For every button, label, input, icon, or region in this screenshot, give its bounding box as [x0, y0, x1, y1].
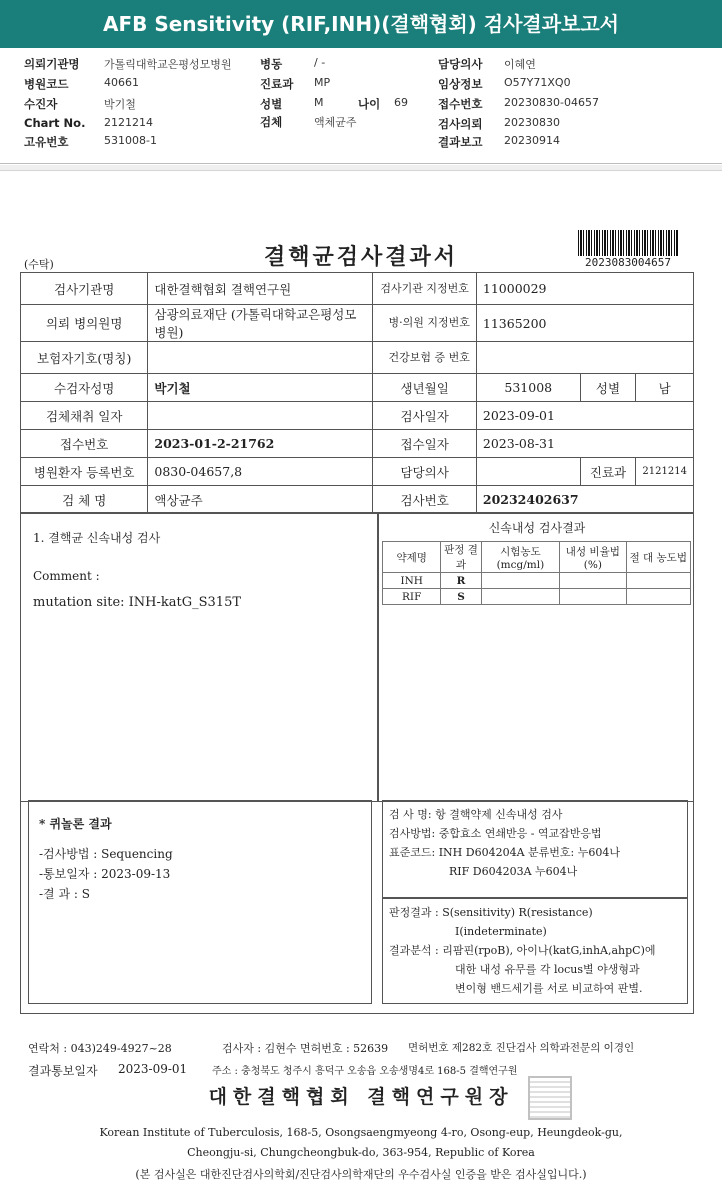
interp-line: I(indeterminate)	[455, 925, 547, 938]
document-title: 결핵균검사결과서	[263, 244, 459, 270]
rapid-test-box	[20, 512, 378, 802]
quinolone-method: -검사방법 : Sequencing	[39, 847, 173, 861]
sensitivity-table	[382, 541, 691, 605]
sens-row-inh	[383, 573, 691, 589]
patient-info-panel	[0, 50, 722, 164]
sens-drug: RIF	[383, 589, 441, 605]
specimen-value: 액체균주	[314, 116, 357, 129]
notice-date: 2023-09-01	[118, 1062, 188, 1076]
spec-label: 검 체 명	[21, 486, 148, 514]
doc-dept-label: 진료과	[580, 458, 636, 486]
lab-value: 대한결핵협회 결핵연구원	[148, 273, 373, 305]
sens-result: R	[441, 573, 481, 589]
dob-label: 생년월일	[373, 374, 477, 402]
sens-h-abs: 절 대 농도법	[626, 542, 690, 573]
req-hosp-label: 의뢰 병의원명	[21, 305, 148, 342]
quinolone-title: * 퀴놀론 결과	[39, 817, 112, 831]
collect-value	[148, 402, 373, 430]
name-label: 수검자성명	[21, 374, 148, 402]
req-date-value: 20230830	[504, 116, 560, 129]
sens-h-drug: 약제명	[383, 542, 441, 573]
interp-line: 결과분석 : 리팜핀(rpoB), 아이나(katG,inhA,ahpC)에	[389, 944, 656, 957]
section-divider	[0, 165, 722, 171]
contact: 연락처 : 043)249-4927~28	[28, 1042, 172, 1055]
hosp-id-label: 병·의원 지정번호	[373, 305, 477, 342]
result-header-table	[20, 272, 694, 514]
interp-line: 변이형 밴드세기를 서로 비교하여 판별.	[455, 982, 643, 995]
hosp-code-value: 40661	[104, 76, 139, 89]
test-no-value: 20232402637	[476, 486, 693, 514]
test-no-label: 검사번호	[373, 486, 477, 514]
report-label: 결과보고	[438, 135, 483, 149]
barcode-number: 2023083004657	[584, 256, 672, 269]
chart-label: Chart No.	[24, 116, 86, 130]
sex-value: M	[314, 96, 324, 109]
examiner: 검사자 : 김현수 면허번호 : 52639	[222, 1042, 389, 1055]
req-hosp-value: 삼광의료재단 (가톨릭대학교은평성모병원)	[148, 305, 373, 342]
interp-line: 대한 내성 유무를 각 locus별 야생형과	[455, 963, 640, 976]
recv-no-label: 접수번호	[438, 97, 483, 111]
english-address-2: Cheongju-si, Chungcheongbuk-do, 363-954, Republic of Korea	[187, 1146, 535, 1159]
ward-value: / -	[314, 56, 326, 69]
doc-dept-value: 2121214	[636, 458, 694, 486]
clinical-label: 임상정보	[438, 77, 483, 91]
clinical-value: O57Y71XQ0	[504, 76, 571, 89]
sens-row-rif	[383, 589, 691, 605]
sens-h-result: 판정 결과	[441, 542, 481, 573]
rapid-test-heading: 1. 결핵균 신속내성 검사	[33, 531, 161, 545]
collect-label: 검체채취 일자	[21, 402, 148, 430]
sens-h-conc: 시험농도 (mcg/ml)	[481, 542, 560, 573]
doctor-label: 담당의사	[438, 57, 483, 71]
age-label: 나이	[358, 97, 381, 111]
chart-value: 2121214	[104, 116, 153, 129]
hosp-code-label: 병원코드	[24, 77, 69, 91]
report-value: 20230914	[504, 134, 560, 147]
dept-value: MP	[314, 76, 331, 89]
ins-card-value	[476, 342, 693, 374]
req-inst-label: 의뢰기관명	[24, 57, 80, 71]
hosp-id-value: 11365200	[476, 305, 693, 342]
test-date-label: 검사일자	[373, 402, 477, 430]
age-value: 69	[394, 96, 408, 109]
ward-label: 병동	[260, 57, 283, 71]
patient-value: 박기철	[104, 98, 136, 111]
test-date-value: 2023-09-01	[476, 402, 693, 430]
sens-title: 신속내성 검사결과	[488, 521, 586, 535]
official-seal	[528, 1076, 572, 1120]
quinolone-date: -통보일자 : 2023-09-13	[39, 867, 171, 881]
unique-label: 고유번호	[24, 135, 69, 149]
unique-value: 531008-1	[104, 134, 157, 147]
comment-label: Comment :	[33, 569, 100, 583]
recv-label: 접수번호	[21, 430, 148, 458]
english-address-1: Korean Institute of Tuberculosis, 168-5, Osongsaengmyeong 4-ro, Osong-eup, Heungdeok-gu,	[99, 1126, 623, 1139]
req-inst-value: 가톨릭대학교은평성모병원	[104, 58, 232, 71]
recv-date-label: 접수일자	[373, 430, 477, 458]
sens-drug: INH	[383, 573, 441, 589]
license: 면허번호 제282호 진단검사 의학과전문의 이경인	[408, 1042, 635, 1054]
method-box	[382, 800, 688, 898]
attend-value	[476, 458, 580, 486]
method-line: 검사방법: 중합효소 연쇄반응 - 역교잡반응법	[389, 827, 602, 840]
dob-value: 531008	[476, 374, 580, 402]
doctor-value: 이혜연	[504, 58, 536, 71]
sens-result: S	[441, 589, 481, 605]
lab-id-label: 검사기관 지정번호	[373, 273, 477, 305]
interpretation-box	[382, 898, 688, 1004]
report-title: AFB Sensitivity (RIF,INH)(결핵협회) 검사결과보고서	[0, 0, 722, 48]
attend-label: 담당의사	[373, 458, 477, 486]
method-line: RIF D604203A 누604나	[449, 865, 578, 878]
insured-value	[148, 342, 373, 374]
doc-sex-value: 남	[636, 374, 694, 402]
recv-date-value: 2023-08-31	[476, 430, 693, 458]
ins-card-label: 건강보험 증 번호	[373, 342, 477, 374]
dept-label: 진료과	[260, 77, 294, 91]
reg-label: 병원환자 등록번호	[21, 458, 148, 486]
notice-label: 결과통보일자	[28, 1064, 98, 1078]
spec-value: 액상균주	[148, 486, 373, 514]
barcode	[578, 230, 678, 256]
reg-value: 0830-04657,8	[148, 458, 373, 486]
mutation-site: mutation site: INH-katG_S315T	[33, 595, 242, 610]
lab-label: 검사기관명	[21, 273, 148, 305]
quinolone-result: -결 과 : S	[39, 887, 90, 901]
scanned-result-document	[0, 172, 722, 1198]
certification: (본 검사실은 대한진단검사의학회/진단검사의학재단의 우수검사실 인증을 받은 검사실입니다.)	[135, 1168, 587, 1181]
quinolone-box	[28, 800, 372, 1004]
insured-label: 보험자기호(명칭)	[21, 342, 148, 374]
lab-id-value: 11000029	[476, 273, 693, 305]
consign-mark: (수탁)	[24, 258, 54, 271]
method-line: 표준코드: INH D604204A 분류번호: 누604나	[389, 846, 620, 859]
sensitivity-box	[378, 512, 694, 802]
address: 주소 : 충청북도 청주시 흥덕구 오송읍 오송생명4로 168-5 결핵연구원	[212, 1066, 518, 1077]
patient-label: 수진자	[24, 97, 58, 111]
recv-value: 2023-01-2-21762	[148, 430, 373, 458]
recv-no-value: 20230830-04657	[504, 96, 599, 109]
doc-sex-label: 성별	[580, 374, 636, 402]
name-value: 박기철	[148, 374, 373, 402]
method-line: 검 사 명: 항 결핵약제 신속내성 검사	[389, 808, 563, 821]
req-date-label: 검사의뢰	[438, 117, 483, 131]
sens-h-ratio: 내성 비율법(%)	[560, 542, 626, 573]
sex-label: 성별	[260, 97, 283, 111]
interp-line: 판정결과 : S(sensitivity) R(resistance)	[389, 906, 593, 919]
specimen-label: 검체	[260, 115, 283, 129]
org-name: 대한결핵협회 결핵연구원장	[208, 1086, 514, 1108]
